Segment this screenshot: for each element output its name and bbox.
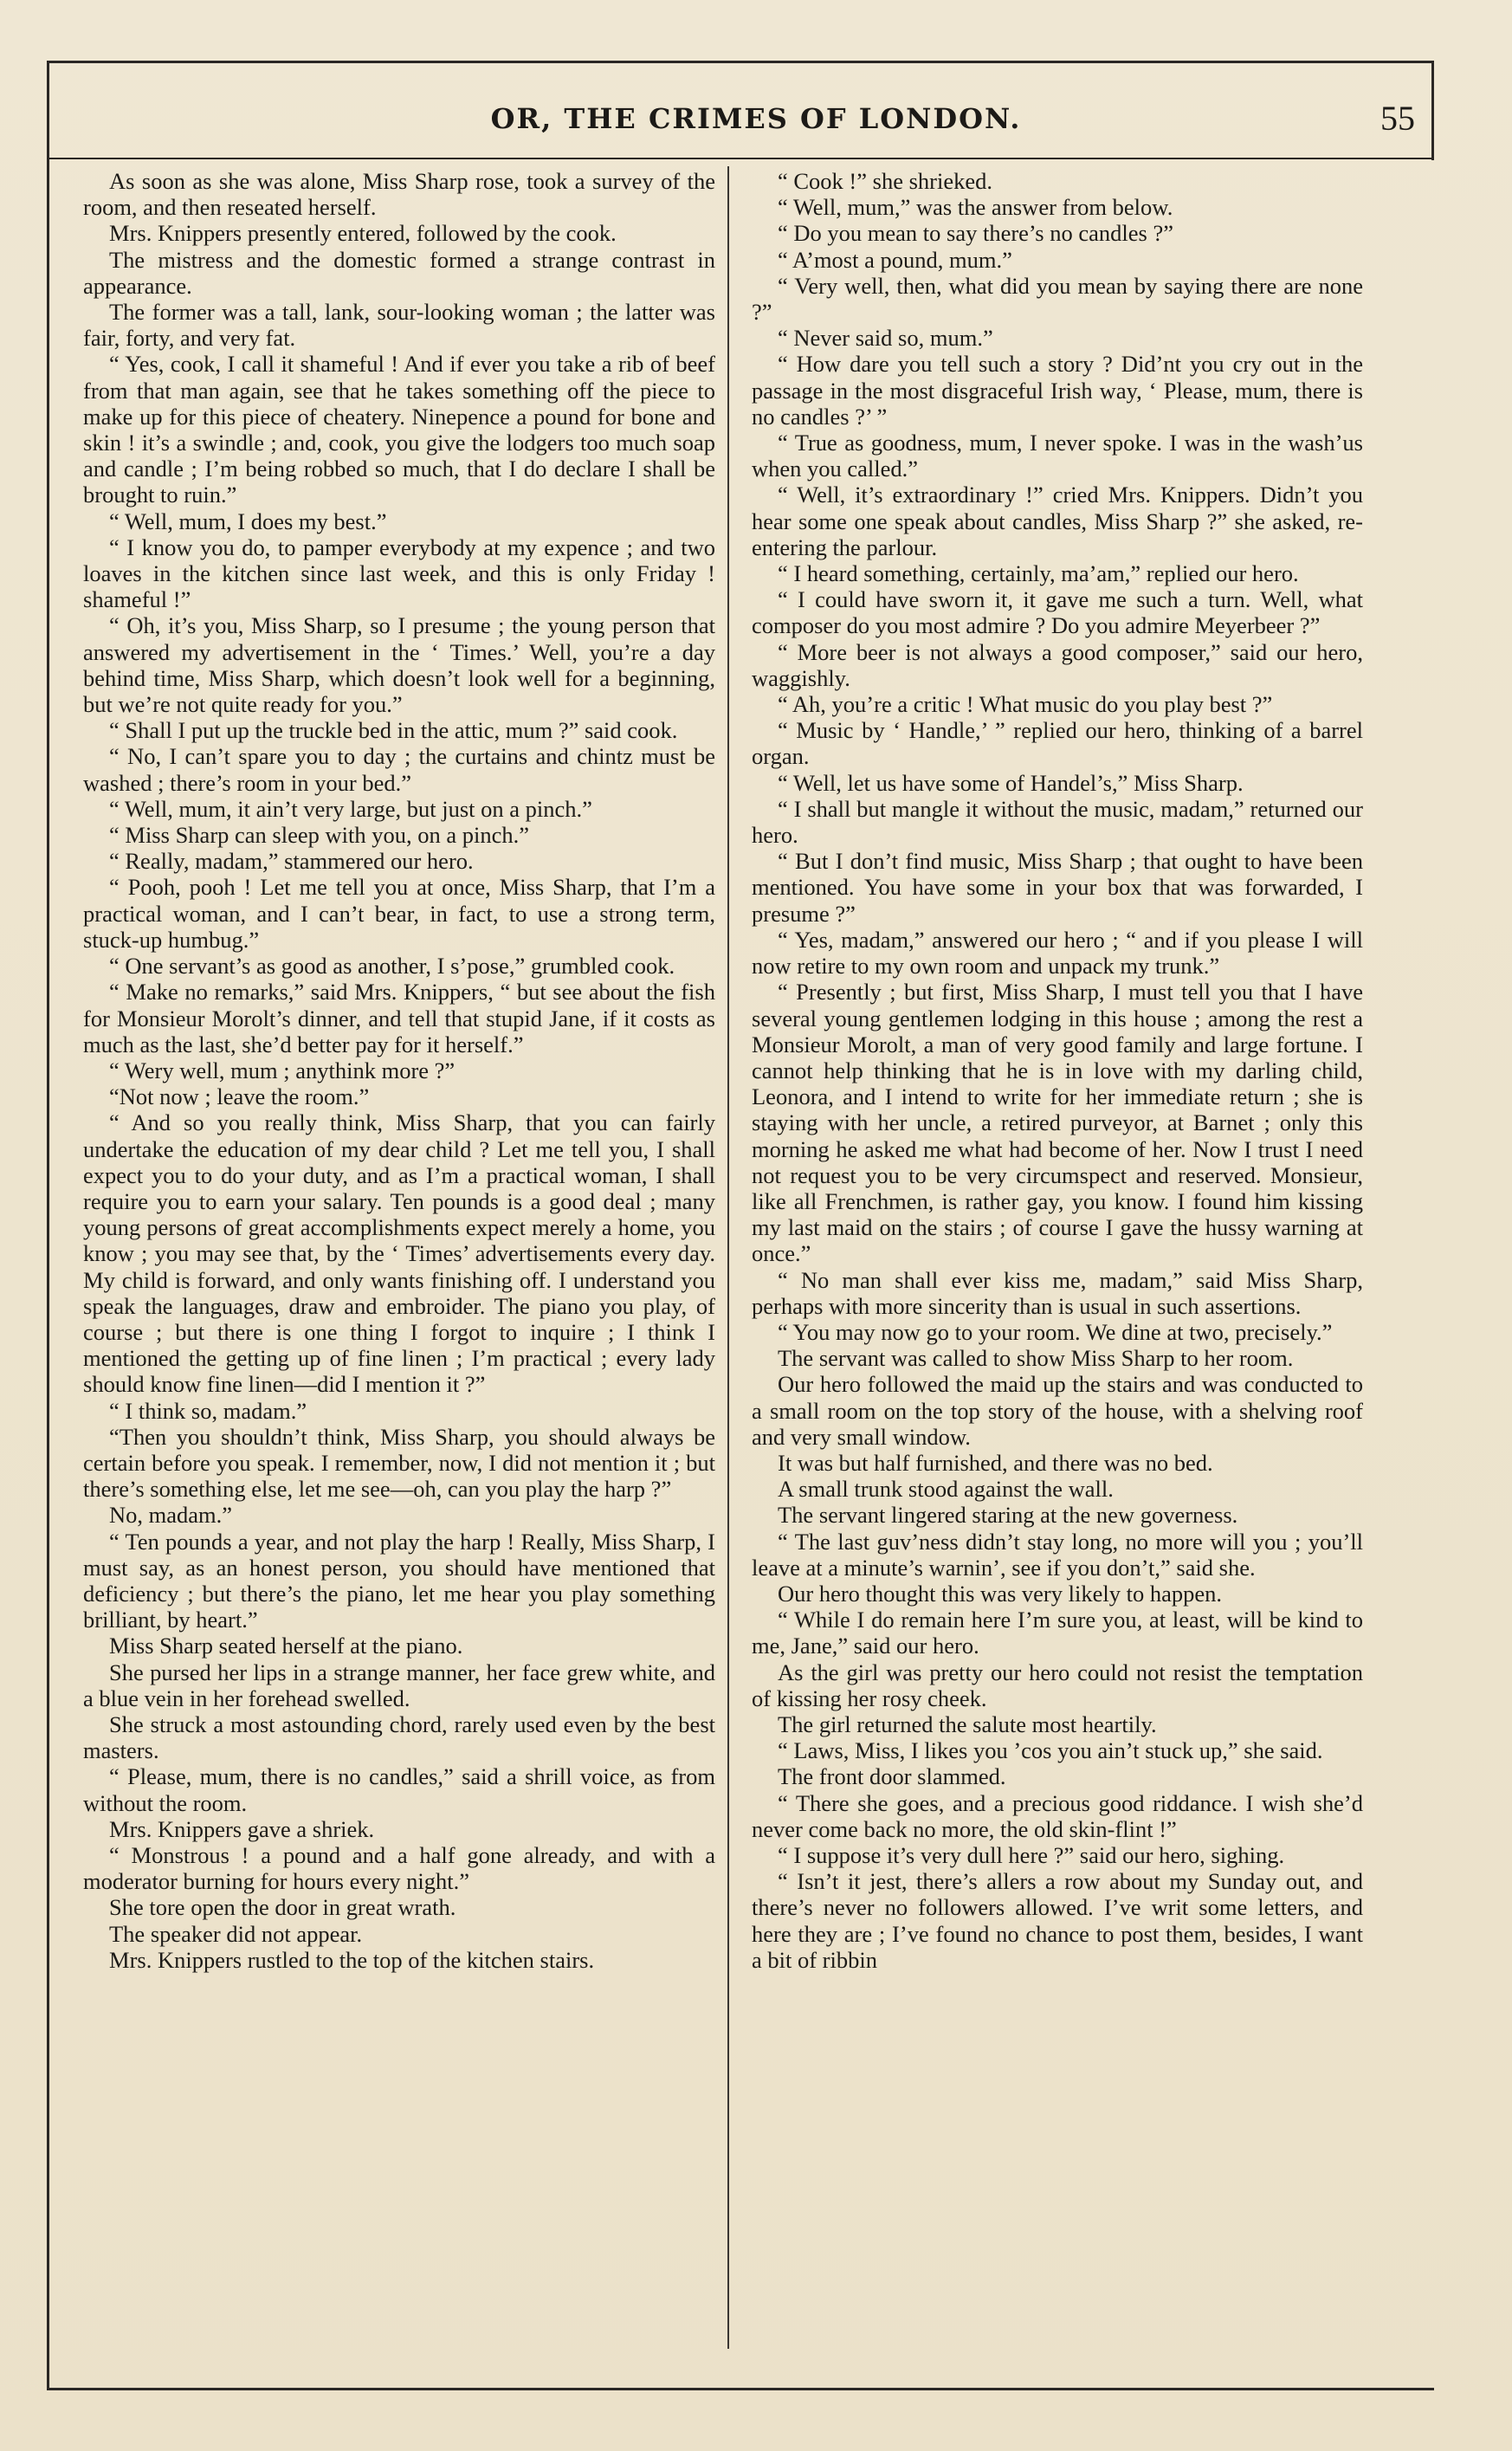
paragraph: “ Pooh, pooh ! Let me tell you at once, Miss Sharp, that I’m a practical woman, and I can’t bear, in fact, to use a strong term, stuck-up humbug.” [83,874,715,953]
paragraph: “ I suppose it’s very dull here ?” said our hero, sighing. [778,1842,1285,1868]
paragraph: “ There she goes, and a precious good riddance. I wish she’d never come back no more, the old skin-flint !” [752,1789,1363,1842]
paragraph: “ How dare you tell such a story ? Did’nt you cry out in the passage in the most disgraceful Irish way, ‘ Please, mum, there is no candles ?’ ” [752,351,1363,430]
page-frame-left-rule [47,61,49,2390]
paragraph: “ Yes, cook, I call it shameful ! And if ever you take a rib of beef from that man again, see that he takes something off the piece to make up for this piece of cheatery. Ninepence a pound for bone and skin ! it’s a swindle ; and, cook, you give the lodgers too much soap and candle ; I’m being robbed so much, that I do declare I shall be brought to ruin.” [83,351,715,508]
paragraph: Mrs. Knippers gave a shriek. [109,1815,375,1842]
paragraph: The former was a tall, lank, sour-looking woman ; the latter was fair, forty, and very fat. [83,299,715,352]
paragraph: “ Cook !” she shrieked. [778,168,992,194]
paragraph: “ I heard something, certainly, ma’am,” replied our hero. [778,560,1299,587]
paragraph: “ Make no remarks,” said Mrs. Knippers, “ but see about the fish for Monsieur Morolt’s dinner, and tell that stupid Jane, if it costs as much as the last, she’d better pay for it herself.” [83,979,715,1057]
paragraph: It was but half furnished, and there was no bed. [778,1449,1213,1476]
paragraph: The servant was called to show Miss Sharp to her room. [778,1345,1294,1372]
paragraph: “ Well, mum, it ain’t very large, but just on a pinch.” [109,795,592,822]
paragraph: “ No, I can’t spare you to day ; the curtains and chintz must be washed ; there’s room in your bed.” [83,743,715,796]
paragraph: “ Music by ‘ Handle,’ ” replied our hero, thinking of a barrel organ. [752,717,1363,770]
paragraph: Mrs. Knippers presently entered, followed by the cook. [109,220,617,247]
paragraph: “ But I don’t find music, Miss Sharp ; that ought to have been mentioned. You have some in your box that was forwarded, I presume ?” [752,848,1363,927]
paragraph: “ Well, let us have some of Handel’s,” Miss Sharp. [778,769,1244,796]
paragraph: “ Well, mum,” was the answer from below. [778,194,1173,221]
paragraph: “ More beer is not always a good composer,” said our hero, waggishly. [752,638,1363,691]
paragraph: “ Presently ; but first, Miss Sharp, I must tell you that I have several young gentlemen lodging in this house ; among the rest a Monsieur Morolt, a man of very good family and large fortune. I cannot help thinking that he is in love with my darling child, Leonora, and I intend to write for her immediate return ; she is staying with her uncle, a retired purveyor, at Barnet ; only this morning he asked me what had become of her. Now I trust I need not request you to be very circumspect and reserved. Monsieur, like all Frenchmen, is rather gay, you know. I found him kissing my last maid on the stairs ; of course I gave the hussy warning at once.” [752,979,1363,1267]
paragraph: She pursed her lips in a strange manner, her face grew white, and a blue vein in her forehead swelled. [83,1659,715,1711]
paragraph: “ Wery well, mum ; anythink more ?” [109,1057,456,1083]
paragraph: “ Ah, you’re a critic ! What music do you play best ?” [778,691,1273,718]
paragraph: “ Well, mum, I does my best.” [109,508,387,534]
header-rule [47,158,1434,159]
paragraph: “ Oh, it’s you, Miss Sharp, so I presume ; the young person that answered my advertisement in the ‘ Times.’ Well, you’re a day behind time, Miss Sharp, which doesn’t look well for a beginning, but we’re not quite ready for you.” [83,612,715,718]
paragraph: “ I think so, madam.” [109,1397,307,1424]
paragraph: No, madam.” [109,1502,233,1529]
paragraph: “ I know you do, to pamper everybody at my expence ; and two loaves in the kitchen since last week, and this is only Friday ! shameful !” [83,534,715,613]
paragraph: A small trunk stood against the wall. [778,1476,1114,1503]
paragraph: The servant lingered staring at the new governess. [778,1502,1238,1529]
paragraph: “ While I do remain here I’m sure you, at least, will be kind to me, Jane,” said our hero. [752,1607,1363,1659]
page-frame-top-rule [47,61,1434,63]
paragraph: Our hero thought this was very likely to happen. [778,1580,1222,1607]
left-column [83,168,715,1973]
page-number: 55 [1380,99,1415,138]
paragraph: “ One servant’s as good as another, I s’pose,” grumbled cook. [109,953,675,980]
paragraph: As soon as she was alone, Miss Sharp rose, took a survey of the room, and then reseated herself. [83,168,715,221]
paragraph: “ Do you mean to say there’s no candles ?” [778,220,1173,247]
paragraph: “ Laws, Miss, I likes you ’cos you ain’t stuck up,” she said. [778,1737,1323,1764]
paragraph: “ I shall but mangle it without the music, madam,” returned our hero. [752,795,1363,849]
paragraph: “ You may now go to your room. We dine at two, precisely.” [778,1318,1333,1345]
paragraph: “ True as goodness, mum, I never spoke. I was in the wash’us when you called.” [752,430,1363,482]
paragraph: “ Really, madam,” stammered our hero. [109,848,474,875]
paragraph: The girl returned the salute most heartily. [778,1711,1157,1737]
paragraph: “ Very well, then, what did you mean by saying there are none ?” [752,272,1363,326]
paragraph: The speaker did not appear. [109,1920,363,1947]
column-divider [727,166,729,2349]
paragraph: The front door slammed. [778,1763,1006,1790]
paragraph: “Not now ; leave the room.” [109,1083,370,1110]
paragraph: “ Please, mum, there is no candles,” said a shrill voice, as from without the room. [83,1763,715,1816]
paragraph: “ The last guv’ness didn’t stay long, no more will you ; you’ll leave at a minute’s warnin’, see if you don’t,” said she. [752,1528,1363,1581]
paragraph: “ Yes, madam,” answered our hero ; “ and if you please I will now retire to my own room and unpack my trunk.” [752,926,1363,980]
paragraph: “ Never said so, mum.” [778,325,993,352]
paragraph: “ Well, it’s extraordinary !” cried Mrs. Knippers. Didn’t you hear some one speak about candles, Miss Sharp ?” she asked, re-entering the parlour. [752,482,1363,560]
paragraph: “ A’most a pound, mum.” [778,246,1012,273]
bottom-rule [47,2388,1434,2390]
paragraph: “ Monstrous ! a pound and a half gone already, and with a moderator burning for hours every night.” [83,1842,715,1895]
paragraph: As the girl was pretty our hero could not resist the temptation of kissing her rosy cheek. [752,1659,1363,1711]
paragraph: Our hero followed the maid up the stairs and was conducted to a small room on the top story of the house, with a shelving roof and very small window. [752,1371,1363,1450]
running-title: OR, THE CRIMES OF LONDON. [490,102,1022,135]
paragraph: “ And so you really think, Miss Sharp, that you can fairly undertake the education of my dear child ? Let me tell you, I shall expect you to do your duty, and as I’m a practical woman, I shall require you to earn your salary. Ten pounds is a good deal ; many young persons of great accomplishments expect merely a home, you know ; you may see that, by the ‘ Times’ advertisements every day. My child is forward, and only wants finishing off. I understand you speak the languages, draw and embroider. The piano you play, of course ; but there is one thing I forgot to inquire ; I think I mentioned the getting up of fine linen ; I’m practical ; every lady should know fine linen—did I mention it ?” [83,1109,715,1398]
paragraph: “ Isn’t it jest, there’s allers a row about my Sunday out, and there’s never no followers allowed. I’ve writ some letters, and here they are ; I’ve found no chance to post them, besides, I want a bit of ribbin [752,1868,1363,1973]
paragraph: The mistress and the domestic formed a strange contrast in appearance. [83,246,715,299]
right-column [752,168,1363,1973]
paragraph: She struck a most astounding chord, rarely used even by the best masters. [83,1711,715,1764]
paragraph: “Then you shouldn’t think, Miss Sharp, you should always be certain before you speak. I remember, now, I did not mention it ; but there’s something else, let me see—oh, can you play the harp ?” [83,1423,715,1503]
paragraph: “ I could have sworn it, it gave me such a turn. Well, what composer do you most admire ? Do you admire Meyerbeer ?” [752,586,1363,639]
paragraph: “ Miss Sharp can sleep with you, on a pinch.” [109,822,529,849]
paragraph: Miss Sharp seated herself at the piano. [109,1633,463,1659]
paragraph: “ No man shall ever kiss me, madam,” said Miss Sharp, perhaps with more sincerity than is usual in such assertions. [752,1266,1363,1319]
paragraph: “ Shall I put up the truckle bed in the attic, mum ?” said cook. [109,717,678,744]
paragraph: Mrs. Knippers rustled to the top of the kitchen stairs. [109,1946,595,1973]
paragraph: “ Ten pounds a year, and not play the harp ! Really, Miss Sharp, I must say, as an honest person, you should have mentioned that deficiency ; but there’s the piano, let me hear you play something brilliant, by heart.” [83,1528,715,1633]
paragraph: She tore open the door in great wrath. [109,1894,456,1921]
